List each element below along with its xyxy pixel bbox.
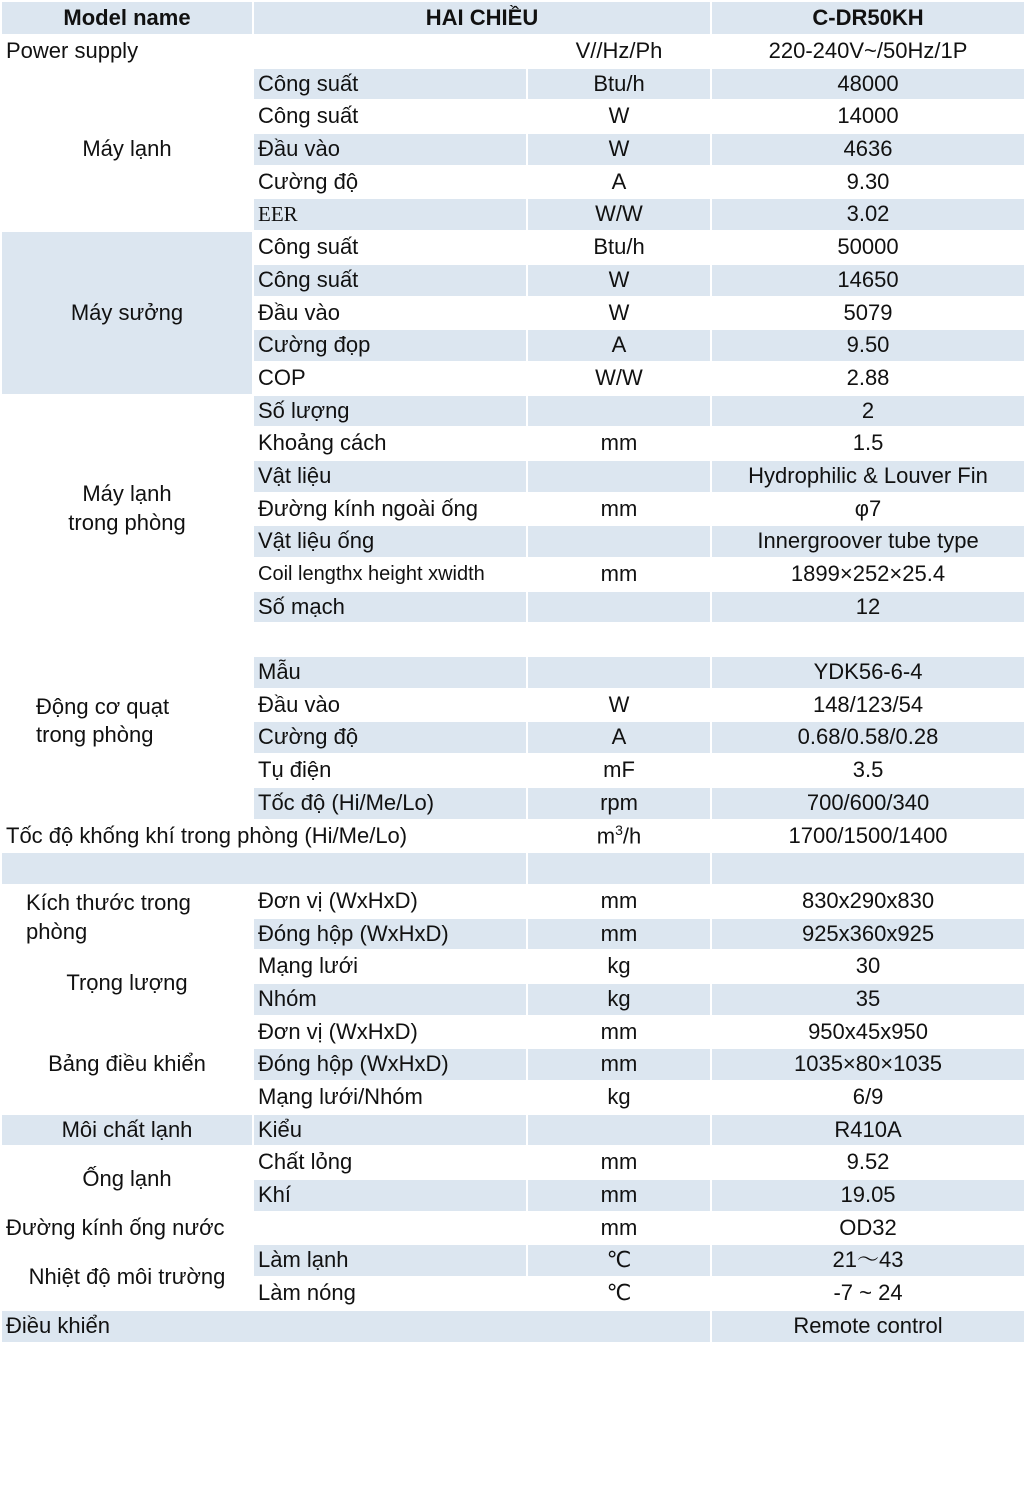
row-unit xyxy=(527,525,711,558)
drain-value: OD32 xyxy=(711,1212,1024,1245)
row-value: YDK56-6-4 xyxy=(711,656,1024,689)
row-unit: rpm xyxy=(527,787,711,820)
row-unit: mm xyxy=(527,1146,711,1179)
row-value: 6/9 xyxy=(711,1081,1024,1114)
row-unit: ℃ xyxy=(527,1277,711,1310)
row-value: 50000 xyxy=(711,231,1024,264)
weight-group-label: Trọng lượng xyxy=(1,950,253,1015)
row-unit: mm xyxy=(527,1048,711,1081)
row-unit: mm xyxy=(527,918,711,951)
row-unit: A xyxy=(527,329,711,362)
header-model-code: C-DR50KH xyxy=(711,1,1024,35)
drain-row xyxy=(1,1212,1024,1245)
group-label-line: phòng xyxy=(26,918,88,944)
table-row xyxy=(1,623,1024,656)
row-label: Cường độ xyxy=(253,721,527,754)
row-value: 35 xyxy=(711,983,1024,1016)
group-label-line: Kích thước trong xyxy=(26,889,191,915)
row-label: Cường đọp xyxy=(253,329,527,362)
row-label: Mạng lưới/Nhóm xyxy=(253,1081,527,1114)
table-row xyxy=(1,395,1024,428)
empty-row xyxy=(1,852,1024,885)
panel-group-label: Bảng điều khiển xyxy=(1,1016,253,1114)
row-label xyxy=(253,623,527,656)
dimension-group-label xyxy=(1,885,253,950)
table-row xyxy=(1,1114,1024,1147)
row-label: Tụ điện xyxy=(253,754,527,787)
row-unit: W xyxy=(527,133,711,166)
row-unit xyxy=(527,623,711,656)
group-label-line: Máy lạnh xyxy=(82,481,172,507)
row-unit xyxy=(527,656,711,689)
row-value: R410A xyxy=(711,1114,1024,1147)
row-unit: mm xyxy=(527,885,711,918)
table-row xyxy=(1,1146,1024,1179)
indoor-fan-motor-group-label xyxy=(1,623,253,819)
row-value: 14650 xyxy=(711,264,1024,297)
row-value: 19.05 xyxy=(711,1179,1024,1212)
indoor-coil-group-label xyxy=(1,395,253,624)
row-unit: mm xyxy=(527,558,711,591)
row-label: Làm lạnh xyxy=(253,1244,527,1277)
row-unit: mF xyxy=(527,754,711,787)
power-supply-label: Power supply xyxy=(1,35,527,68)
header-type: HAI CHIỀU xyxy=(253,1,711,35)
row-value: 48000 xyxy=(711,68,1024,101)
row-value: 3.5 xyxy=(711,754,1024,787)
row-value: 2.88 xyxy=(711,362,1024,395)
row-value: 1.5 xyxy=(711,427,1024,460)
empty-cell xyxy=(527,852,711,885)
row-unit: W xyxy=(527,264,711,297)
cooling-group-label: Máy lạnh xyxy=(1,68,253,231)
group-label-line: trong phòng xyxy=(36,722,154,748)
row-value: 21～43 xyxy=(711,1244,1024,1277)
row-label: Làm nóng xyxy=(253,1277,527,1310)
row-value: 3.02 xyxy=(711,198,1024,231)
row-value: 14000 xyxy=(711,100,1024,133)
row-value: 5079 xyxy=(711,297,1024,330)
group-label-line: trong phòng xyxy=(68,509,186,535)
row-label: Tốc độ (Hi/Me/Lo) xyxy=(253,787,527,820)
row-value: 4636 xyxy=(711,133,1024,166)
row-label: Công suất xyxy=(253,264,527,297)
airflow-label: Tốc độ khống khí trong phòng (Hi/Me/Lo) xyxy=(1,820,527,853)
refrigerant-group-label: Môi chất lạnh xyxy=(1,1114,253,1147)
row-unit: kg xyxy=(527,1081,711,1114)
row-value: 0.68/0.58/0.28 xyxy=(711,721,1024,754)
control-value: Remote control xyxy=(711,1310,1024,1343)
row-unit xyxy=(527,1114,711,1147)
row-label: Đơn vị (WxHxD) xyxy=(253,1016,527,1049)
row-value: Innergroover tube type xyxy=(711,525,1024,558)
row-label: Chất lỏng xyxy=(253,1146,527,1179)
row-value: φ7 xyxy=(711,493,1024,526)
row-unit: W xyxy=(527,689,711,722)
airflow-row xyxy=(1,820,1024,853)
table-row xyxy=(1,1016,1024,1049)
row-value: 950x45x950 xyxy=(711,1016,1024,1049)
row-value: 9.50 xyxy=(711,329,1024,362)
airflow-value: 1700/1500/1400 xyxy=(711,820,1024,853)
group-label-line: Động cơ quạt xyxy=(36,693,170,719)
airflow-unit xyxy=(527,820,711,853)
row-value: 30 xyxy=(711,950,1024,983)
row-unit: W xyxy=(527,297,711,330)
header-model-name: Model name xyxy=(1,1,253,35)
row-unit: ℃ xyxy=(527,1244,711,1277)
row-unit xyxy=(527,591,711,624)
unit-base: m xyxy=(596,823,616,849)
control-row xyxy=(1,1310,1024,1343)
row-label: Vật liệu ống xyxy=(253,525,527,558)
row-label: Kiểu xyxy=(253,1114,527,1147)
row-label: Khí xyxy=(253,1179,527,1212)
row-label: Công suất xyxy=(253,68,527,101)
row-label: Công suất xyxy=(253,100,527,133)
table-row xyxy=(1,68,1024,101)
row-label: Công suất xyxy=(253,231,527,264)
row-value: 830x290x830 xyxy=(711,885,1024,918)
row-label: Đầu vào xyxy=(253,297,527,330)
empty-cell xyxy=(1,852,527,885)
row-unit: W xyxy=(527,100,711,133)
row-unit: Btu/h xyxy=(527,68,711,101)
row-value: 9.52 xyxy=(711,1146,1024,1179)
row-value: 148/123/54 xyxy=(711,689,1024,722)
header-row xyxy=(1,1,1024,35)
row-unit xyxy=(527,460,711,493)
row-unit: mm xyxy=(527,427,711,460)
unit-tail: /h xyxy=(622,823,642,849)
drain-unit: mm xyxy=(527,1212,711,1245)
row-label: Đầu vào xyxy=(253,689,527,722)
row-value: 9.30 xyxy=(711,166,1024,199)
table-row xyxy=(1,231,1024,264)
row-label: Đơn vị (WxHxD) xyxy=(253,885,527,918)
row-label: Đóng hộp (WxHxD) xyxy=(253,918,527,951)
row-label: Coil lengthx height xwidth xyxy=(253,558,527,591)
row-label: Đường kính ngoài ống xyxy=(253,493,527,526)
row-unit xyxy=(527,395,711,428)
row-unit: mm xyxy=(527,1179,711,1212)
row-unit: A xyxy=(527,166,711,199)
row-value: 700/600/340 xyxy=(711,787,1024,820)
row-unit: Btu/h xyxy=(527,231,711,264)
row-value xyxy=(711,623,1024,656)
row-value: 925x360x925 xyxy=(711,918,1024,951)
row-label: Đóng hộp (WxHxD) xyxy=(253,1048,527,1081)
control-label: Điều khiển xyxy=(1,1310,711,1343)
row-unit: mm xyxy=(527,493,711,526)
power-supply-value: 220-240V~/50Hz/1P xyxy=(711,35,1024,68)
power-supply-row xyxy=(1,35,1024,68)
row-label: Mạng lưới xyxy=(253,950,527,983)
heating-group-label: Máy sưởng xyxy=(1,231,253,394)
ambient-group-label: Nhiệt độ môi trường xyxy=(1,1244,253,1309)
row-value: Hydrophilic & Louver Fin xyxy=(711,460,1024,493)
row-label: Nhóm xyxy=(253,983,527,1016)
row-unit: kg xyxy=(527,983,711,1016)
unit-superscript: 3 xyxy=(615,821,623,838)
row-value: 12 xyxy=(711,591,1024,624)
drain-label: Đường kính ống nước xyxy=(1,1212,527,1245)
row-value: 1899×252×25.4 xyxy=(711,558,1024,591)
row-unit: kg xyxy=(527,950,711,983)
row-label: Khoảng cách xyxy=(253,427,527,460)
row-value: -7 ~ 24 xyxy=(711,1277,1024,1310)
row-label: Cường độ xyxy=(253,166,527,199)
row-unit: W/W xyxy=(527,198,711,231)
row-label: EER xyxy=(253,198,527,231)
row-value: 2 xyxy=(711,395,1024,428)
row-label: Đầu vào xyxy=(253,133,527,166)
table-row xyxy=(1,885,1024,918)
row-label: Vật liệu xyxy=(253,460,527,493)
row-label: Số mạch xyxy=(253,591,527,624)
power-supply-unit: V//Hz/Ph xyxy=(527,35,711,68)
table-row xyxy=(1,950,1024,983)
row-value: 1035×80×1035 xyxy=(711,1048,1024,1081)
empty-cell xyxy=(711,852,1024,885)
table-row xyxy=(1,1244,1024,1277)
pipe-group-label: Ống lạnh xyxy=(1,1146,253,1211)
row-unit: W/W xyxy=(527,362,711,395)
row-label: Mẫu xyxy=(253,656,527,689)
row-unit: mm xyxy=(527,1016,711,1049)
row-label: Số lượng xyxy=(253,395,527,428)
row-unit: A xyxy=(527,721,711,754)
row-label: COP xyxy=(253,362,527,395)
